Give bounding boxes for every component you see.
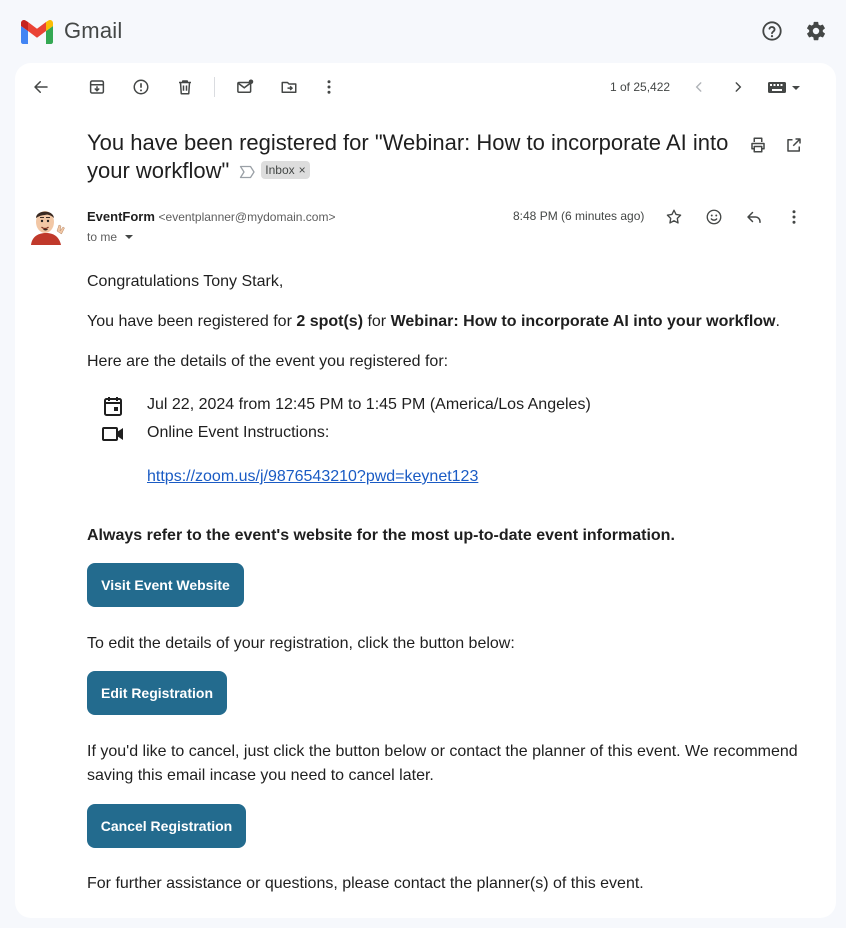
more-vert-icon[interactable]	[317, 75, 341, 99]
emoji-reaction-icon[interactable]	[702, 205, 726, 229]
inbox-label-text: Inbox	[265, 163, 295, 178]
edit-registration-button[interactable]: Edit Registration	[87, 671, 227, 715]
reg-prefix: You have been registered for	[87, 313, 297, 330]
reg-event-name: Webinar: How to incorporate AI into your workflow	[390, 313, 776, 330]
print-icon[interactable]	[746, 133, 770, 157]
online-instructions-text: Online Event Instructions:	[147, 424, 330, 441]
mark-unread-icon[interactable]	[233, 75, 257, 99]
help-icon[interactable]	[760, 19, 784, 43]
cancel-registration-button[interactable]: Cancel Registration	[87, 804, 246, 848]
video-camera-icon	[101, 422, 125, 446]
event-datetime: Jul 22, 2024 from 12:45 PM to 1:45 PM (America/Los Angeles)	[147, 396, 591, 413]
email-subject	[87, 129, 747, 185]
remove-label-icon[interactable]: ×	[298, 163, 306, 178]
recipient-details-toggle[interactable]	[87, 230, 134, 244]
recipient-text: to me	[87, 230, 118, 244]
chevron-left-icon[interactable]	[687, 75, 711, 99]
reg-suffix: .	[775, 313, 780, 330]
greeting-text: Congratulations Tony Stark,	[87, 273, 284, 290]
gmail-logo-icon[interactable]	[21, 20, 53, 44]
report-spam-icon[interactable]	[129, 75, 153, 99]
importance-marker-icon[interactable]	[239, 165, 255, 179]
sender-avatar[interactable]	[27, 205, 67, 245]
zoom-meeting-link[interactable]: https://zoom.us/j/9876543210?pwd=keynet123	[147, 468, 479, 485]
cancel-intro-line-2: saving this email incase you need to cancel later.	[87, 767, 434, 784]
message-more-vert-icon[interactable]	[782, 205, 806, 229]
star-icon[interactable]	[662, 205, 686, 229]
registration-text	[87, 310, 807, 334]
sender-info	[87, 209, 335, 224]
archive-icon[interactable]	[85, 75, 109, 99]
edit-intro-text: To edit the details of your registration, click the button below:	[87, 635, 515, 652]
sender-name[interactable]: EventForm	[87, 209, 155, 224]
top-bar	[0, 0, 846, 62]
reg-spots: 2 spot(s)	[296, 313, 364, 330]
open-in-new-window-icon[interactable]	[782, 133, 806, 157]
cancel-intro-text	[87, 740, 827, 788]
settings-gear-icon[interactable]	[804, 19, 828, 43]
assistance-text: For further assistance or questions, please contact the planner(s) of this event.	[87, 875, 644, 892]
refer-website-note: Always refer to the event's website for the most up-to-date event information.	[87, 527, 675, 544]
cancel-intro-line-1: If you'd like to cancel, just click the button below or contact the planner of this event. We recommend	[87, 743, 798, 760]
email-timestamp: 8:48 PM (6 minutes ago)	[513, 209, 645, 223]
caret-down-icon[interactable]	[124, 233, 134, 241]
chevron-right-icon[interactable]	[726, 75, 750, 99]
visit-event-website-button[interactable]: Visit Event Website	[87, 563, 244, 607]
calendar-icon	[101, 394, 125, 418]
pagination-count: 1 of 25,422	[610, 80, 671, 94]
app-name: Gmail	[64, 18, 123, 43]
input-tools-keyboard-icon[interactable]	[765, 75, 805, 99]
subject-text: You have been registered for "Webinar: How to incorporate AI into your workflow"	[87, 130, 729, 183]
delete-trash-icon[interactable]	[173, 75, 197, 99]
reply-icon[interactable]	[742, 205, 766, 229]
back-arrow-icon[interactable]	[29, 75, 53, 99]
reg-mid: for	[363, 313, 391, 330]
sender-email: <eventplanner@mydomain.com>	[158, 210, 336, 224]
toolbar-divider	[214, 77, 215, 97]
move-to-folder-icon[interactable]	[277, 75, 301, 99]
email-card	[15, 63, 836, 918]
details-intro-text: Here are the details of the event you registered for:	[87, 353, 449, 370]
inbox-label-chip[interactable]	[261, 161, 309, 179]
